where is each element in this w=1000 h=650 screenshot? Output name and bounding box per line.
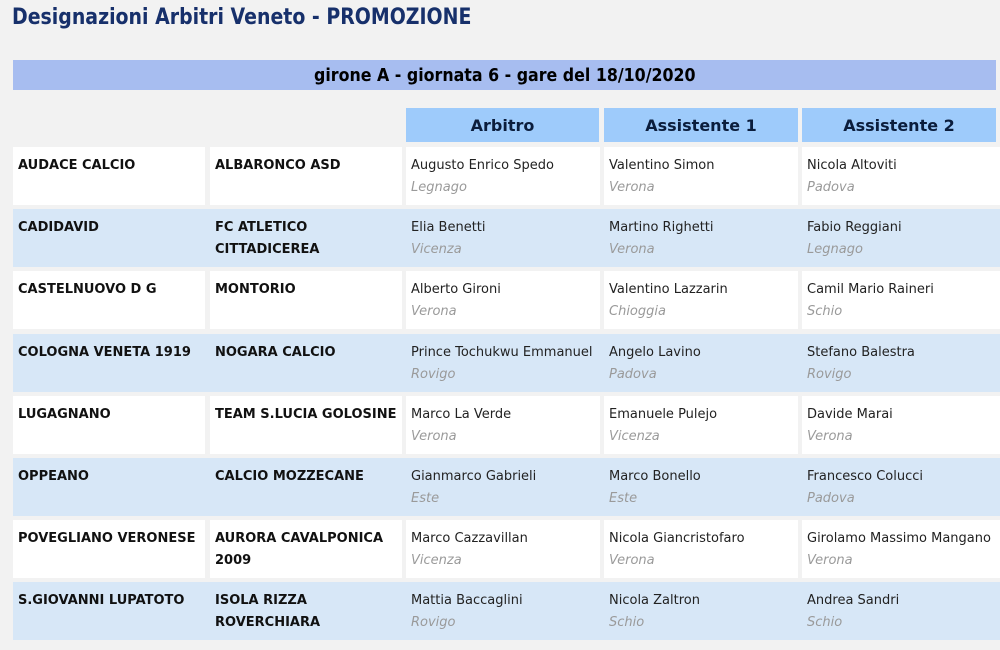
away-team-name: CALCIO MOZZECANE [215,469,364,484]
away-team-name: FC ATLETICO [215,220,308,235]
referee-city: Vicenza [411,242,462,257]
assistant-1-cell [604,334,798,392]
referee-city: Verona [411,304,457,319]
referee-cell [406,209,600,267]
assistant-2-cell [802,209,1000,267]
home-team-name: CADIDAVID [18,220,99,235]
assistant-1-city: Verona [609,553,655,568]
home-team-cell [13,396,205,454]
home-team-name: LUGAGNANO [18,407,111,422]
assistant-2-name: Andrea Sandri [807,593,900,608]
referee-city: Este [411,491,440,506]
referee-cell [406,147,600,205]
home-team-cell [13,147,205,205]
away-team-name: 2009 [215,553,252,568]
away-team-cell [210,458,402,516]
assistant-2-city: Padova [807,491,855,506]
assistant-1-cell [604,582,798,640]
referee-name: Mattia Baccaglini [411,593,523,608]
referee-cell [406,396,600,454]
away-team-cell [210,396,402,454]
away-team-cell [210,209,402,267]
assistant-2-cell [802,520,1000,578]
assistant-2-name: Francesco Colucci [807,469,924,484]
table-row [13,271,1000,329]
assistant-2-cell [802,334,1000,392]
referee-cell [406,458,600,516]
assistant-1-city: Schio [609,615,645,630]
referee-name: Marco Cazzavillan [411,531,528,546]
assistant-1-name: Martino Righetti [609,220,714,235]
table-row [13,147,1000,205]
referee-name: Marco La Verde [411,407,512,422]
referee-city: Rovigo [411,367,456,382]
away-team-name: MONTORIO [215,282,296,297]
assistant-2-cell [802,147,1000,205]
assistant-2-cell [802,271,1000,329]
table-row [13,334,1000,392]
away-team-name: NOGARA CALCIO [215,345,336,360]
assistant-1-cell [604,271,798,329]
home-team-cell [13,271,205,329]
away-team-name: ALBARONCO ASD [215,158,341,173]
referee-name: Gianmarco Gabrieli [411,469,537,484]
girone-title: girone A - giornata 6 - gare del 18/10/2020 [313,64,696,86]
assistant-1-city: Este [609,491,638,506]
referee-name: Prince Tochukwu Emmanuel [411,345,593,360]
home-team-cell [13,582,205,640]
table-row [13,520,1000,578]
referee-name: Augusto Enrico Spedo [411,158,554,173]
assistant-1-city: Verona [609,242,655,257]
referee-city: Verona [411,429,457,444]
assistant-1-name: Nicola Zaltron [609,593,700,608]
referee-city: Vicenza [411,553,462,568]
assistant-2-cell [802,396,1000,454]
assistant-2-city: Padova [807,180,855,195]
referee-cell [406,520,600,578]
table-row [13,582,1000,640]
away-team-name: ROVERCHIARA [215,615,321,630]
assistant-1-cell [604,396,798,454]
home-team-name: COLOGNA VENETA 1919 [18,345,191,360]
assistant-1-cell [604,209,798,267]
table-row [13,458,1000,516]
assistant-2-city: Rovigo [807,367,852,382]
assistant-1-cell [604,147,798,205]
assistant-2-city: Verona [807,553,853,568]
assistant-2-name: Davide Marai [807,407,893,422]
away-team-name: TEAM S.LUCIA GOLOSINE [215,407,397,422]
assistant-2-cell [802,582,1000,640]
referee-cell [406,582,600,640]
column-header-arbitro: Arbitro [406,108,599,142]
home-team-name: CASTELNUOVO D G [18,282,157,297]
assistant-2-name: Camil Mario Raineri [807,282,934,297]
assistant-1-cell [604,458,798,516]
assistant-1-name: Nicola Giancristofaro [609,531,745,546]
assistant-1-name: Valentino Lazzarin [609,282,728,297]
home-team-name: AUDACE CALCIO [18,158,136,173]
home-team-cell [13,520,205,578]
assistant-1-name: Marco Bonello [609,469,701,484]
assistant-1-city: Vicenza [609,429,660,444]
assistant-2-city: Legnago [807,242,863,257]
away-team-name: CITTADICEREA [215,242,320,257]
home-team-name: POVEGLIANO VERONESE [18,531,196,546]
away-team-cell [210,147,402,205]
home-team-cell [13,334,205,392]
referee-cell [406,334,600,392]
home-team-cell [13,458,205,516]
assistant-1-name: Valentino Simon [609,158,715,173]
away-team-name: AURORA CAVALPONICA [215,531,384,546]
away-team-cell [210,334,402,392]
assistant-2-city: Schio [807,615,843,630]
assistant-2-city: Schio [807,304,843,319]
table-row [13,209,1000,267]
assistant-2-name: Girolamo Massimo Mangano [807,531,991,546]
home-team-name: OPPEANO [18,469,89,484]
referee-name: Alberto Gironi [411,282,501,297]
assistant-1-city: Padova [609,367,657,382]
referee-city: Rovigo [411,615,456,630]
table-row [13,396,1000,454]
column-header-assistente-2: Assistente 2 [802,108,996,142]
away-team-cell [210,582,402,640]
girone-header-bar [13,60,996,90]
assistant-1-city: Verona [609,180,655,195]
away-team-cell [210,520,402,578]
assistant-2-name: Stefano Balestra [807,345,915,360]
referee-cell [406,271,600,329]
assistant-1-city: Chioggia [609,304,666,319]
away-team-cell [210,271,402,329]
assistant-1-name: Emanuele Pulejo [609,407,718,422]
home-team-name: S.GIOVANNI LUPATOTO [18,593,185,608]
assistant-2-cell [802,458,1000,516]
away-team-name: ISOLA RIZZA [215,593,307,608]
assistant-2-city: Verona [807,429,853,444]
referee-city: Legnago [411,180,467,195]
page-title: Designazioni Arbitri Veneto - PROMOZIONE [12,5,472,30]
referee-name: Elia Benetti [411,220,486,235]
home-team-cell [13,209,205,267]
assistant-2-name: Nicola Altoviti [807,158,897,173]
assistant-1-cell [604,520,798,578]
assistant-1-name: Angelo Lavino [609,345,701,360]
assistant-2-name: Fabio Reggiani [807,220,902,235]
column-header-assistente-1: Assistente 1 [604,108,798,142]
